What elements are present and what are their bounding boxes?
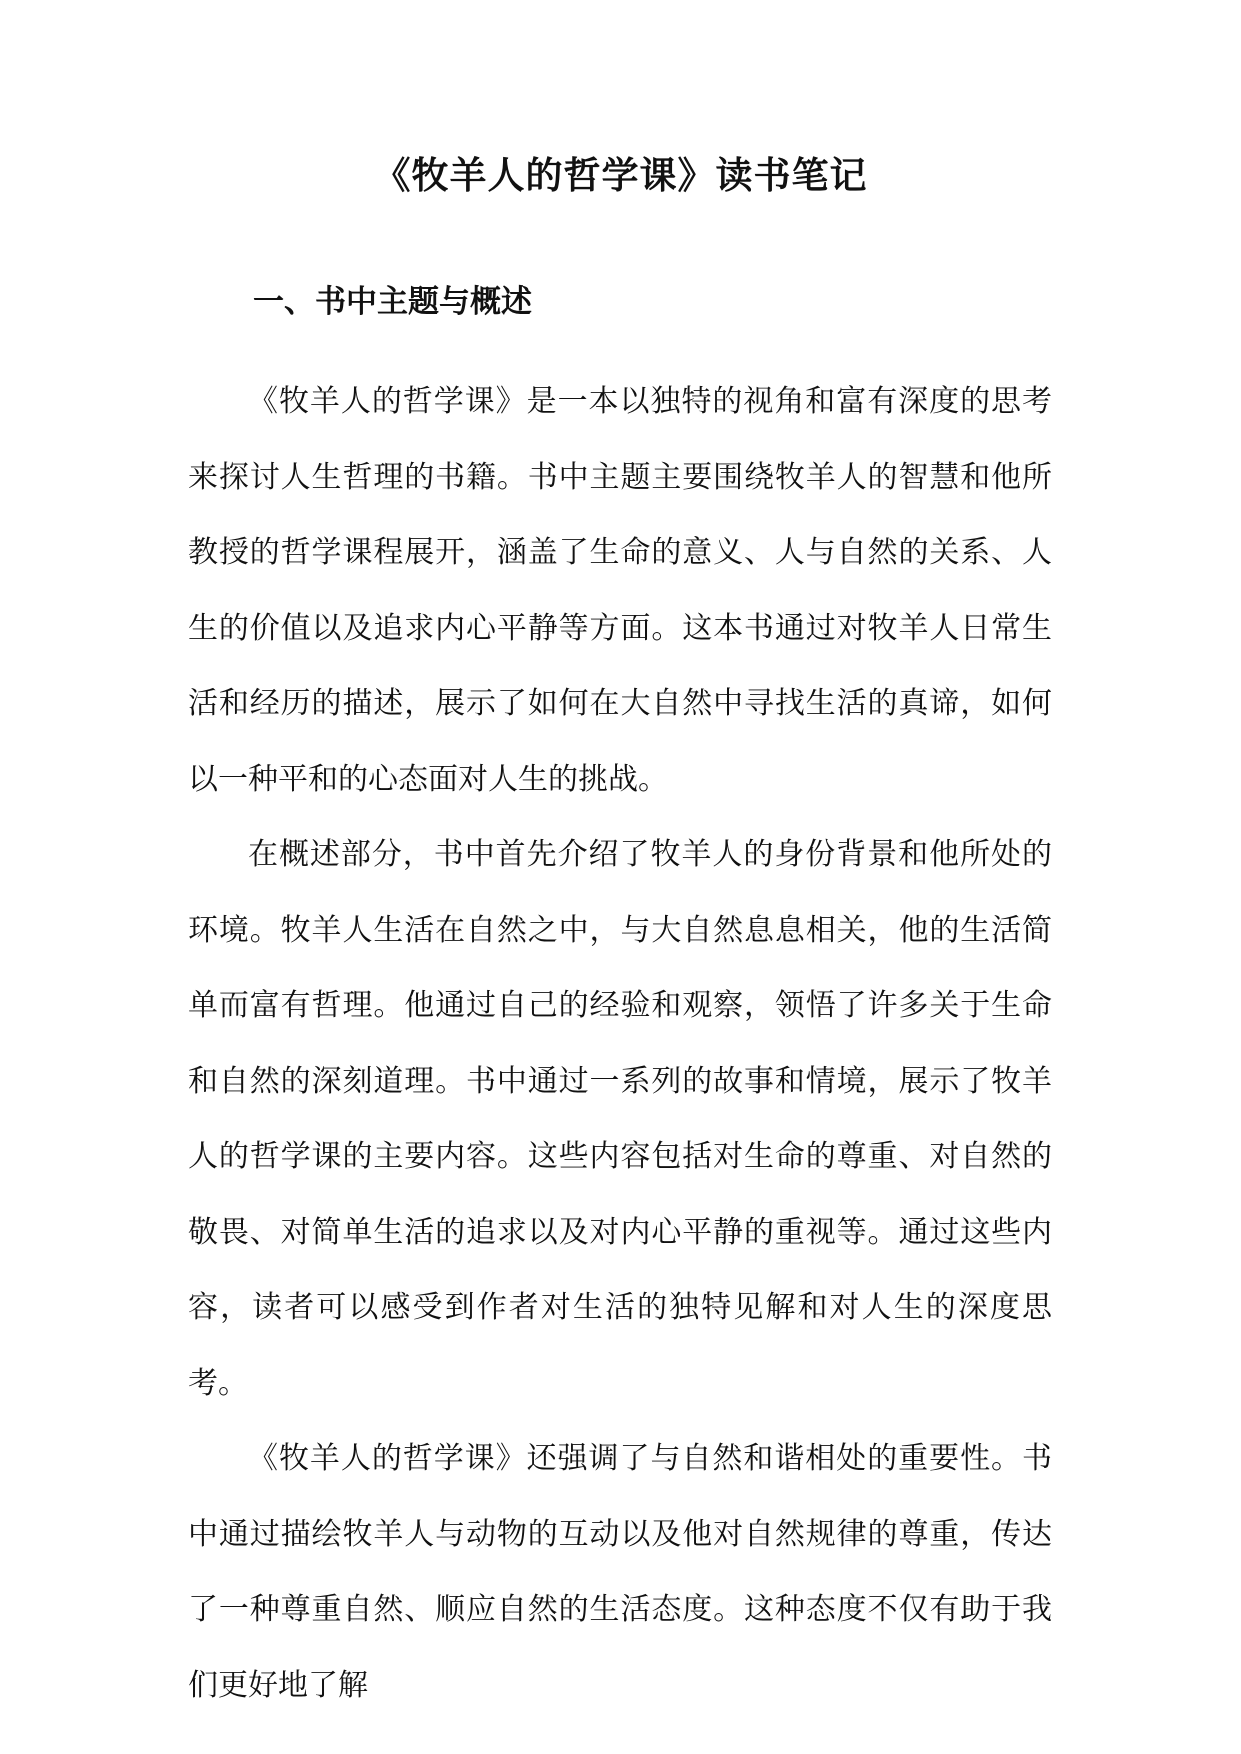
- paragraph: 在概述部分，书中首先介绍了牧羊人的身份背景和他所处的环境。牧羊人生活在自然之中，与大自然息息相关，他的生活简单而富有哲理。他通过自己的经验和观察，领悟了许多关于生命和自然的深刻道理。书中通过一系列的故事和情境，展示了牧羊人的哲学课的主要内容。这些内容包括对生命的尊重、对自然的敬畏、对简单生活的追求以及对内心平静的重视等。通过这些内容，读者可以感受到作者对生活的独特见解和对人生的深度思考。: [188, 837, 1052, 1401]
- body-text: [188, 364, 1052, 1723]
- paragraph: 《牧羊人的哲学课》是一本以独特的视角和富有深度的思考来探讨人生哲理的书籍。书中主题主要围绕牧羊人的智慧和他所教授的哲学课程展开，涵盖了生命的意义、人与自然的关系、人生的价值以及追求内心平静等方面。这本书通过对牧羊人日常生活和经历的描述，展示了如何在大自然中寻找生活的真谛，如何以一种平和的心态面对人生的挑战。: [188, 384, 1052, 797]
- document-title: 《牧羊人的哲学课》读书笔记: [373, 153, 868, 197]
- paragraph: 《牧羊人的哲学课》还强调了与自然和谐相处的重要性。书中通过描绘牧羊人与动物的互动以及他对自然规律的尊重，传达了一种尊重自然、顺应自然的生活态度。这种态度不仅有助于我们更好地了解: [188, 1441, 1052, 1703]
- section-heading: 一、书中主题与概述: [253, 284, 532, 320]
